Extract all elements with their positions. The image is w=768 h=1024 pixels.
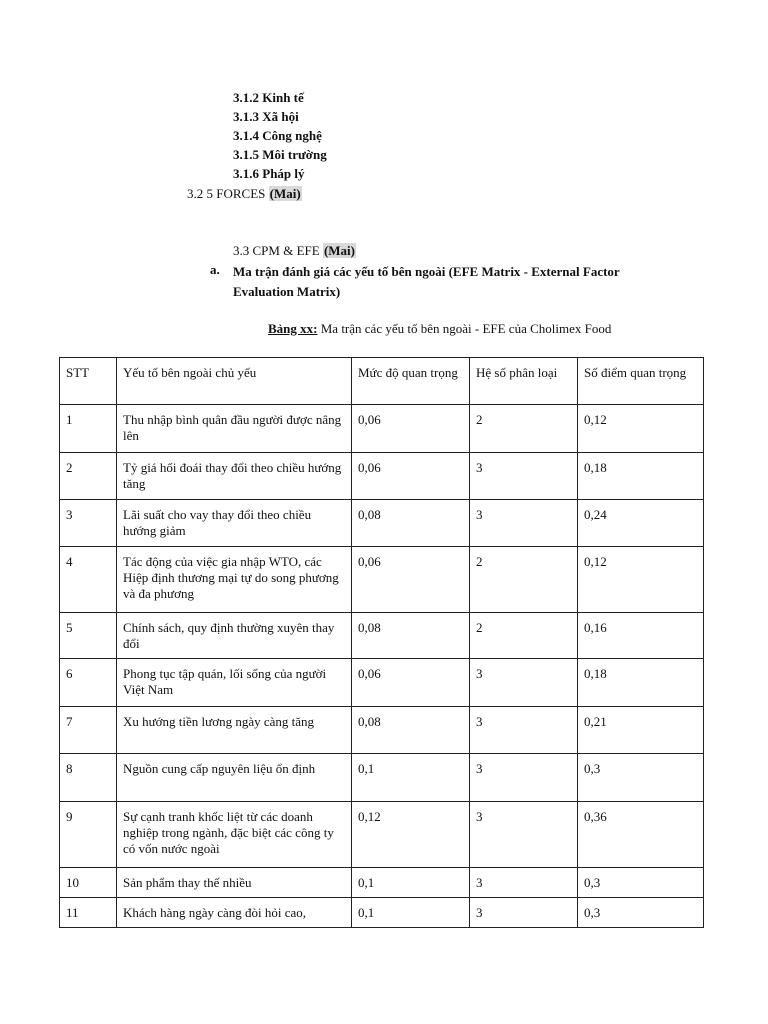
cell-stt: 3 xyxy=(60,500,117,547)
cell-weight: 0,06 xyxy=(352,659,470,707)
header-stt: STT xyxy=(60,358,117,405)
table-row xyxy=(60,802,704,868)
table-header-row xyxy=(60,358,704,405)
cell-rating: 3 xyxy=(470,868,578,898)
section-a-title: Ma trận đánh giá các yếu tố bên ngoài (EFE Matrix - External Factor Evaluation Matrix) xyxy=(233,264,620,299)
cell-factor: Nguồn cung cấp nguyên liệu ổn định xyxy=(117,754,352,802)
cell-stt: 11 xyxy=(60,898,117,928)
cell-weight: 0,06 xyxy=(352,547,470,613)
cell-weight: 0,1 xyxy=(352,754,470,802)
table-row xyxy=(60,613,704,659)
cell-weight: 0,1 xyxy=(352,868,470,898)
table-row xyxy=(60,898,704,928)
heading-cpm-efe xyxy=(233,242,356,259)
cell-weight: 0,1 xyxy=(352,898,470,928)
section-a-marker: a. xyxy=(210,262,220,277)
table-caption xyxy=(268,320,611,337)
cell-score: 0,18 xyxy=(578,659,704,707)
table-row xyxy=(60,707,704,754)
cell-factor: Chính sách, quy định thường xuyên thay đổi xyxy=(117,613,352,659)
cell-factor: Phong tục tập quán, lối sống của người Việt Nam xyxy=(117,659,352,707)
outline-item-technology: 3.1.4 Công nghệ xyxy=(233,128,322,143)
cell-score: 0,3 xyxy=(578,754,704,802)
table-row xyxy=(60,754,704,802)
cell-weight: 0,12 xyxy=(352,802,470,868)
cell-score: 0,3 xyxy=(578,898,704,928)
cell-score: 0,24 xyxy=(578,500,704,547)
header-rating: Hệ số phân loại xyxy=(470,358,578,405)
cell-factor: Lãi suất cho vay thay đổi theo chiều hướng giảm xyxy=(117,500,352,547)
outline-item-economy: 3.1.2 Kinh tế xyxy=(233,90,304,105)
cell-stt: 1 xyxy=(60,405,117,453)
cell-rating: 3 xyxy=(470,707,578,754)
cell-stt: 6 xyxy=(60,659,117,707)
cell-factor: Tỷ giá hối đoái thay đổi theo chiều hướng tăng xyxy=(117,453,352,500)
cell-score: 0,12 xyxy=(578,547,704,613)
table-row xyxy=(60,868,704,898)
heading-cpm-efe-text: 3.3 CPM & EFE xyxy=(233,243,323,258)
outline-item-legal: 3.1.6 Pháp lý xyxy=(233,166,305,181)
cell-score: 0,12 xyxy=(578,405,704,453)
cell-factor: Sự cạnh tranh khốc liệt từ các doanh nghiệp trong ngành, đặc biệt các công ty có vốn nước ngoài xyxy=(117,802,352,868)
cell-rating: 3 xyxy=(470,754,578,802)
cell-factor: Thu nhập bình quân đầu người được nâng lên xyxy=(117,405,352,453)
assignee-tag: (Mai) xyxy=(269,186,301,201)
efe-matrix-table xyxy=(59,357,704,928)
cell-score: 0,16 xyxy=(578,613,704,659)
cell-factor: Sản phẩm thay thế nhiều xyxy=(117,868,352,898)
cell-weight: 0,08 xyxy=(352,707,470,754)
cell-rating: 3 xyxy=(470,500,578,547)
cell-rating: 3 xyxy=(470,898,578,928)
cell-factor: Xu hướng tiền lương ngày càng tăng xyxy=(117,707,352,754)
cell-stt: 5 xyxy=(60,613,117,659)
cell-factor: Khách hàng ngày càng đòi hỏi cao, xyxy=(117,898,352,928)
cell-score: 0,36 xyxy=(578,802,704,868)
heading-5-forces xyxy=(187,185,302,202)
table-row xyxy=(60,405,704,453)
table-row xyxy=(60,453,704,500)
cell-score: 0,3 xyxy=(578,868,704,898)
cell-stt: 8 xyxy=(60,754,117,802)
cell-stt: 7 xyxy=(60,707,117,754)
cell-rating: 3 xyxy=(470,802,578,868)
cell-rating: 2 xyxy=(470,405,578,453)
cell-factor: Tác động của việc gia nhập WTO, các Hiệp định thương mại tự do song phương và đa phương xyxy=(117,547,352,613)
header-factor: Yếu tố bên ngoài chủ yếu xyxy=(117,358,352,405)
cell-rating: 3 xyxy=(470,453,578,500)
cell-stt: 2 xyxy=(60,453,117,500)
cell-weight: 0,06 xyxy=(352,405,470,453)
cell-weight: 0,06 xyxy=(352,453,470,500)
table-caption-label: Bảng xx: xyxy=(268,321,318,336)
cell-rating: 2 xyxy=(470,613,578,659)
table-row xyxy=(60,547,704,613)
table-row xyxy=(60,500,704,547)
assignee-tag: (Mai) xyxy=(323,243,355,258)
cell-stt: 9 xyxy=(60,802,117,868)
table-caption-text: Ma trận các yếu tố bên ngoài - EFE của Cholimex Food xyxy=(317,321,612,336)
header-score: Số điểm quan trọng xyxy=(578,358,704,405)
cell-score: 0,18 xyxy=(578,453,704,500)
header-weight: Mức độ quan trọng xyxy=(352,358,470,405)
cell-weight: 0,08 xyxy=(352,500,470,547)
cell-stt: 4 xyxy=(60,547,117,613)
cell-stt: 10 xyxy=(60,868,117,898)
cell-weight: 0,08 xyxy=(352,613,470,659)
table-row xyxy=(60,659,704,707)
cell-score: 0,21 xyxy=(578,707,704,754)
heading-5-forces-text: 3.2 5 FORCES xyxy=(187,186,269,201)
outline-item-society: 3.1.3 Xã hội xyxy=(233,109,299,124)
cell-rating: 3 xyxy=(470,659,578,707)
outline-item-environment: 3.1.5 Môi trường xyxy=(233,147,327,162)
cell-rating: 2 xyxy=(470,547,578,613)
